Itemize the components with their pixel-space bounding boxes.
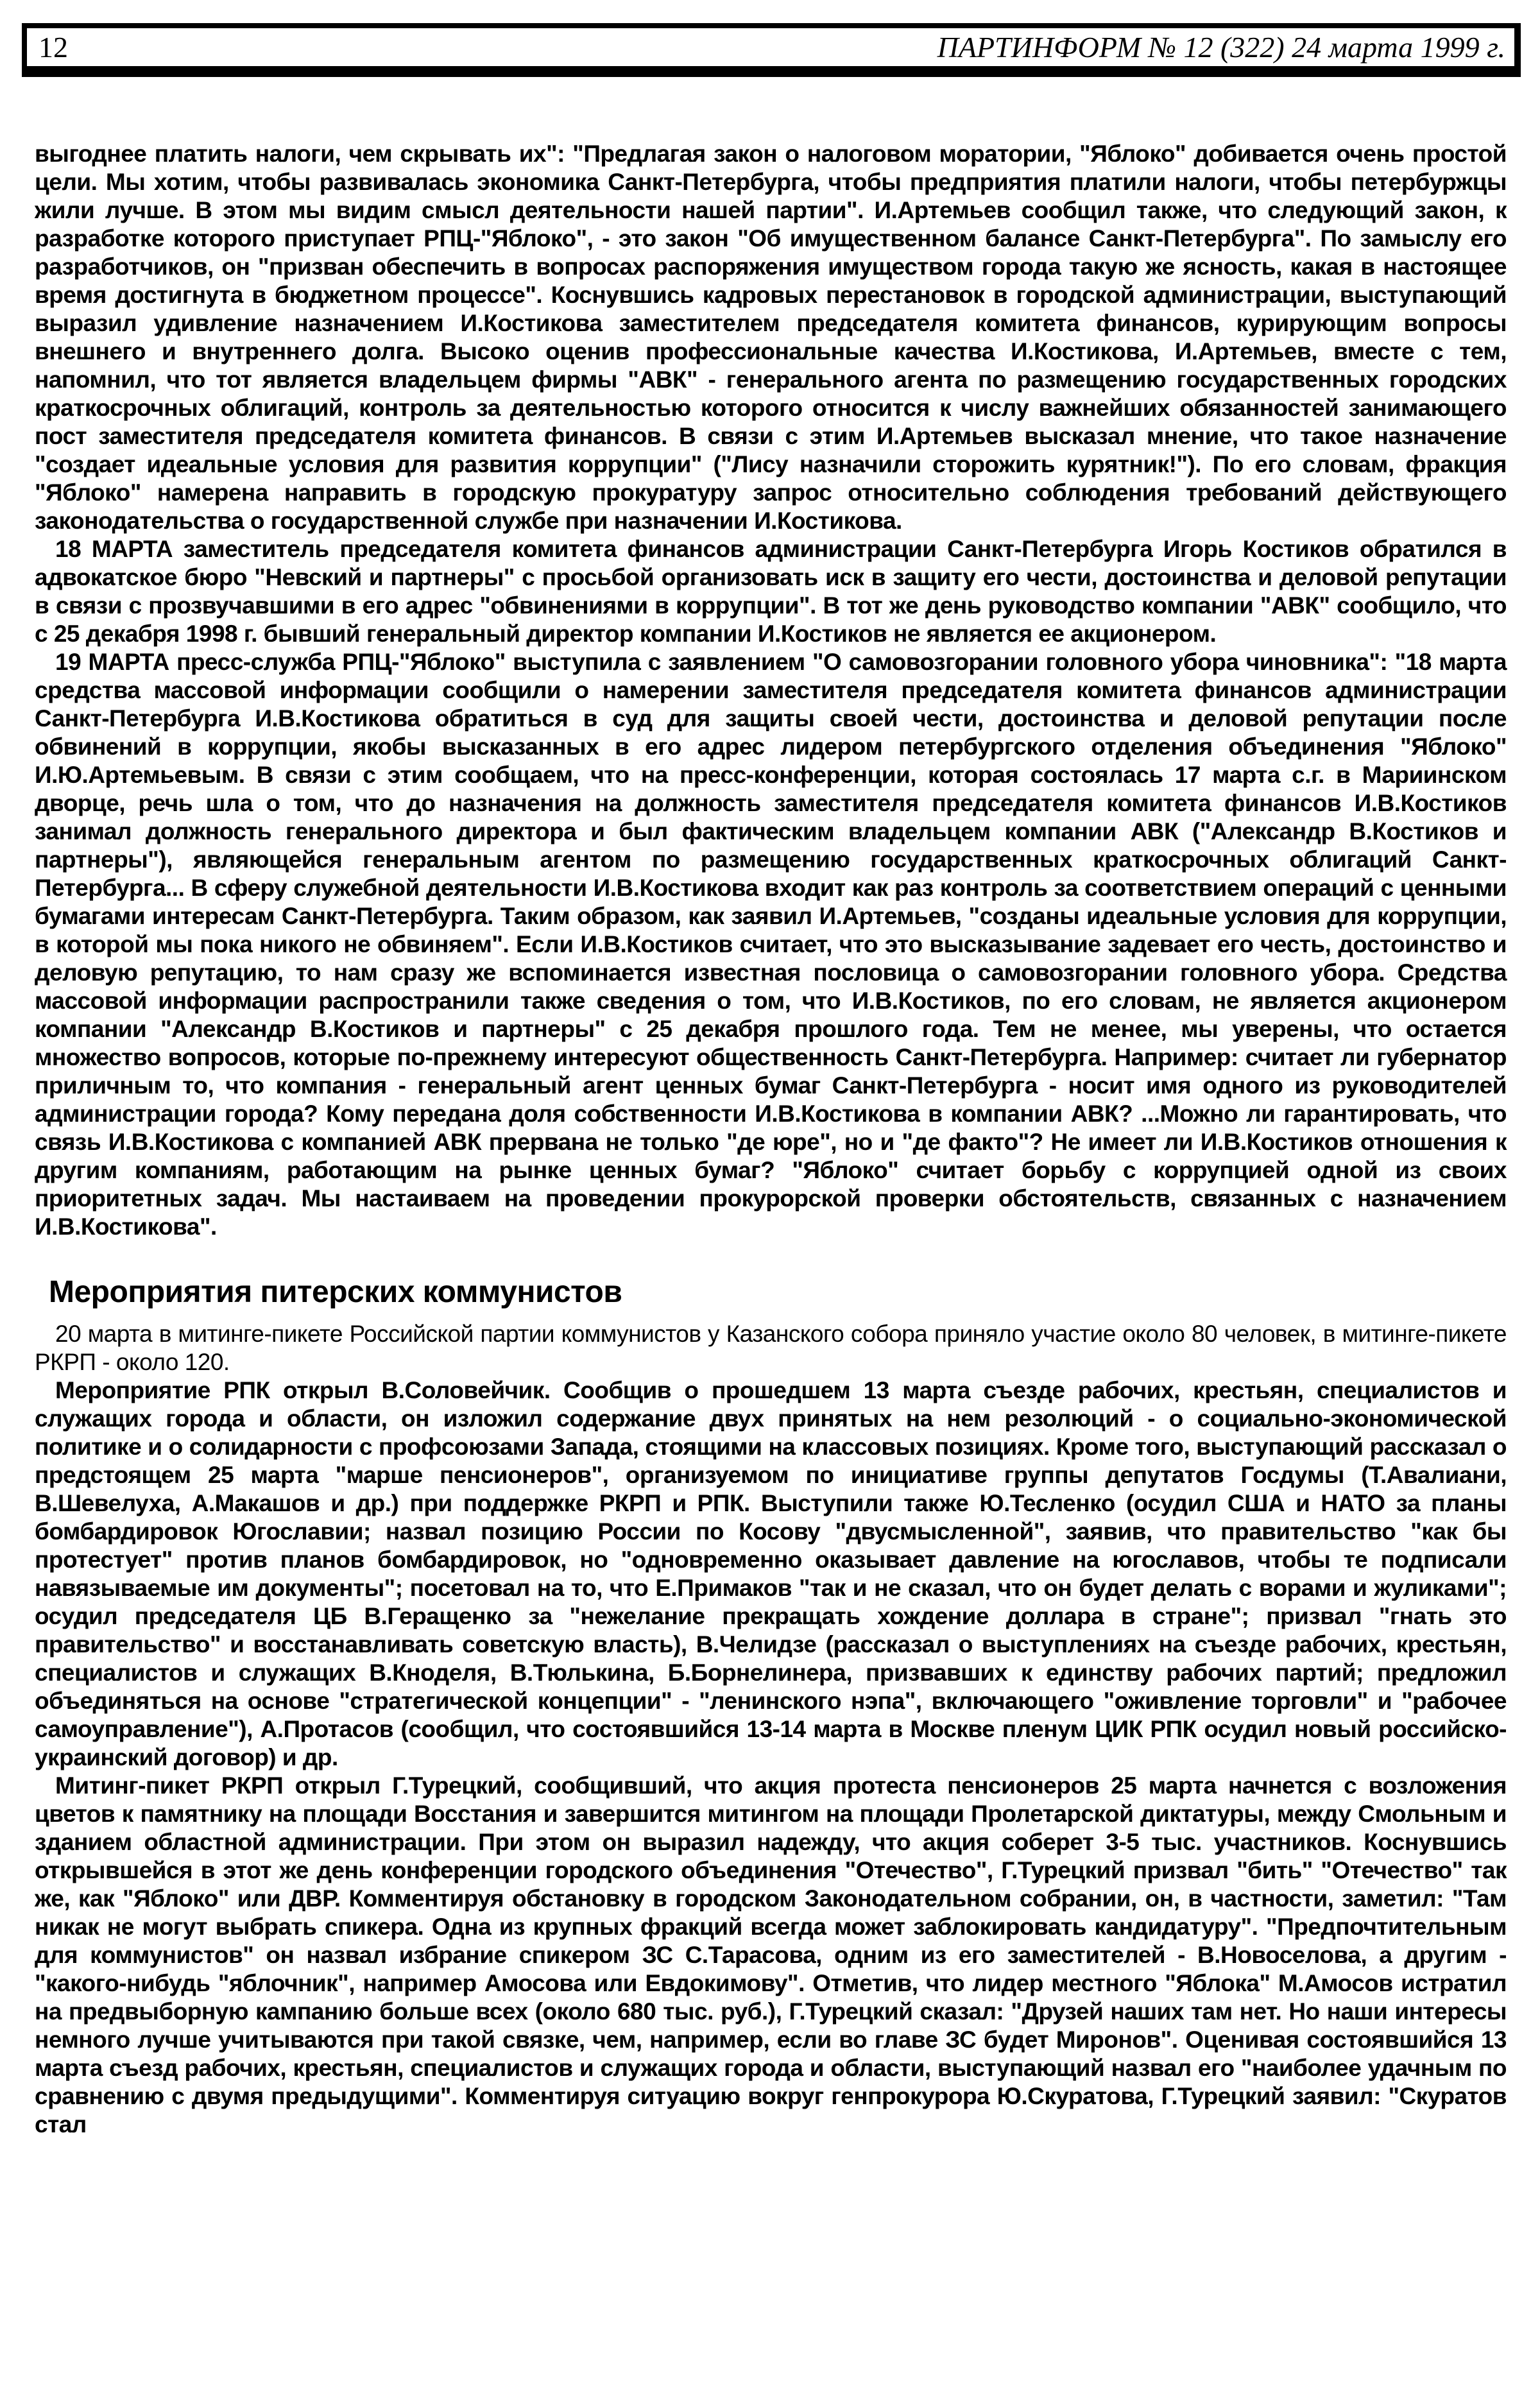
paragraph-section-lead: 20 марта в митинге-пикете Российской партии коммунистов у Казанского собора приняло участие около 80 человек, в митинге-пикете РКРП - около 120. [35,1320,1507,1375]
page-header [22,23,1521,77]
paragraph-18-march: 18 МАРТА заместитель председателя комитета финансов администрации Санкт-Петербурга Игорь Костиков обратился в адвокатское бюро "Невский и партнеры" с просьбой организовать иск в защиту его чести, достоинства и деловой репутации в связи с прозвучавшими в его адрес "обвинениями в коррупции". В тот же день руководство компании "АВК" сообщило, что с 25 декабря 1998 г. бывший генеральный директор компании И.Костиков не является ее акционером. [35,536,1507,647]
paragraph-rpk-meeting: Мероприятие РПК открыл В.Соловейчик. Сообщив о прошедшем 13 марта съезде рабочих, крестьян, специалистов и служащих города и области, он изложил содержание двух принятых на нем резолюций - о социально-экономической политике и о солидарности с профсоюзами Запада, стоящими на классовых позициях. Кроме того, выступающий рассказал о предстоящем 25 марта "марше пенсионеров", организуемом по инициативе группы депутатов Госдумы (Т.Авалиани, В.Шевелуха, А.Макашов и др.) при поддержке РКРП и РПК. Выступили также Ю.Тесленко (осудил США и НАТО за планы бомбардировок Югославии; назвал позицию России по Косову "двусмысленной", заявив, что правительство "как бы протестует" против планов бомбардировок, но "одновременно оказывает давление на югославов, чтобы те подписали навязываемые им документы"; посетовал на то, что Е.Примаков "так и не сказал, что он будет делать с ворами и жуликами"; осудил председателя ЦБ В.Геращенко за "нежелание прекращать хождение доллара в стране"; призвал "гнать это правительство" и восстанавливать советскую власть), В.Челидзе (рассказал о выступлениях на съезде рабочих, крестьян, специалистов и служащих В.Кноделя, В.Тюлькина, Б.Борнелинера, призвавших к единству рабочих партий; предложил объединяться на основе "стратегической концепции" - "ленинского нэпа", включающего "оживление торговли" и "рабочее самоуправление"), А.Протасов (сообщил, что состоявшийся 13-14 марта в Москве пленум ЦИК РПК осудил новый российско-украинский договор) и др. [35,1376,1507,1770]
paragraph-continuation: выгоднее платить налоги, чем скрывать их": "Предлагая закон о налоговом моратории, "Яблоко" добивается очень простой цели. Мы хотим, чтобы развивалась экономика Санкт-Петербурга, чтобы предприятия платили налоги, чтобы петербуржцы жили лучше. В этом мы видим смысл деятельности нашей партии". И.Артемьев сообщил также, что следующий закон, к разработке которого приступает РПЦ-"Яблоко", - это закон "Об имущественном балансе Санкт-Петербурга". По замыслу его разработчиков, он "призван обеспечить в вопросах распоряжения имуществом города такую же ясность, какая в настоящее время достигнута в бюджетном процессе". Коснувшись кадровых перестановок в городской администрации, выступающий выразил удивление назначением И.Костикова заместителем председателя комитета финансов, курирующим вопросы внешнего и внутреннего долга. Высоко оценив профессиональные качества И.Костикова, И.Артемьев, вместе с тем, напомнил, что тот является владельцем фирмы "АВК" - генерального агента по размещению государственных городских краткосрочных облигаций, контроль за деятельностью которого относится к числу важнейших обязанностей занимающего пост заместителя председателя комитета финансов. В связи с этим И.Артемьев высказал мнение, что такое назначение "создает идеальные условия для развития коррупции" ("Лису назначили сторожить курятник!"). По его словам, фракция "Яблоко" намерена направить в городскую прокуратуру запрос относительно соблюдения требований действующего законодательства о государственной службе при назначении И.Костикова. [35,141,1507,534]
paragraph-rkrp-meeting: Митинг-пикет РКРП открыл Г.Турецкий, сообщивший, что акция протеста пенсионеров 25 марта начнется с возложения цветов к памятнику на площади Восстания и завершится митингом на площади Пролетарской диктатуры, между Смольным и зданием областной администрации. При этом он выразил надежду, что акция соберет 3-5 тыс. участников. Коснувшись открывшейся в этот же день конференции городского объединения "Отечество", Г.Турецкий призвал "бить" "Отечество" так же, как "Яблоко" или ДВР. Комментируя обстановку в городском Законодательном собрании, он, в частности, заметил: "Там никак не могут выбрать спикера. Одна из крупных фракций всегда может заблокировать кандидатуру". "Предпочтительным для коммунистов" он назвал избрание спикером ЗС С.Тарасова, одним из его заместителей - В.Новоселова, а другим - "какого-нибудь "яблочник", например Амосова или Евдокимову". Отметив, что лидер местного "Яблока" М.Амосов истратил на предвыборную кампанию больше всех (около 680 тыс. руб.), Г.Турецкий сказал: "Друзей наших там нет. Но наши интересы немного лучше учитываются при такой связке, чем, например, если во главе ЗС будет Миронов". Оценивая состоявшийся 13 марта съезд рабочих, крестьян, специалистов и служащих города и области, выступающий назвал его "наиболее удачным по сравнению с двумя предыдущими". Комментируя ситуацию вокруг генпрокурора Ю.Скуратова, Г.Турецкий заявил: "Скуратов стал [35,1772,1507,2138]
newsletter-title: ПАРТИНФОРМ № 12 (322) 24 марта 1999 г. [937,30,1505,64]
section-heading: Мероприятия питерских коммунистов [49,1275,622,1309]
page-number: 12 [38,30,68,64]
paragraph-19-march: 19 МАРТА пресс-служба РПЦ-"Яблоко" выступила с заявлением "О самовозгорании головного убора чиновника": "18 марта средства массовой информации сообщили о намерении заместителя председателя комитета финансов администрации Санкт-Петербурга И.В.Костикова обратиться в суд для защиты своей чести, достоинства и деловой репутации после обвинений в коррупции, якобы высказанных в его адрес лидером петербургского отделения объединения "Яблоко" И.Ю.Артемьевым. В связи с этим сообщаем, что на пресс-конференции, которая состоялась 17 марта с.г. в Мариинском дворце, речь шла о том, что до назначения на должность заместителя председателя комитета финансов И.В.Костиков занимал должность генерального директора и был фактическим владельцем компании АВК ("Александр В.Костиков и партнеры"), являющейся генеральным агентом по размещению государственных краткосрочных облигаций Санкт-Петербурга... В сферу служебной деятельности И.В.Костикова входит как раз контроль за соответствием операций с ценными бумагами интересам Санкт-Петербурга. Таким образом, как заявил И.Артемьев, "созданы идеальные условия для коррупции, в которой мы пока никого не обвиняем". Если И.В.Костиков считает, что это высказывание задевает его честь, достоинство и деловую репутацию, то нам сразу же вспоминается известная пословица о самовозгорании головного убора. Средства массовой информации распространили также сведения о том, что И.В.Костиков, по его словам, не является акционером компании "Александр В.Костиков и партнеры" с 25 декабря прошлого года. Тем не менее, мы уверены, что остается множество вопросов, которые по-прежнему интересуют общественность Санкт-Петербурга. Например: считает ли губернатор приличным то, что компания - генеральный агент ценных бумаг Санкт-Петербурга - носит имя одного из руководителей администрации города? Кому передана доля собственности И.В.Костикова в компании АВК? ...Можно ли гарантировать, что связь И.В.Костикова с компанией АВК прервана не только "де юре", но и "де факто"? Не имеет ли И.В.Костиков отношения к другим компаниям, работающим на рынке ценных бумаг? "Яблоко" считает борьбу с коррупцией одной из своих приоритетных задач. Мы настаиваем на проведении прокурорской проверки обстоятельств, связанных с назначением И.В.Костикова". [35,649,1507,1240]
article-body [35,140,1507,2139]
